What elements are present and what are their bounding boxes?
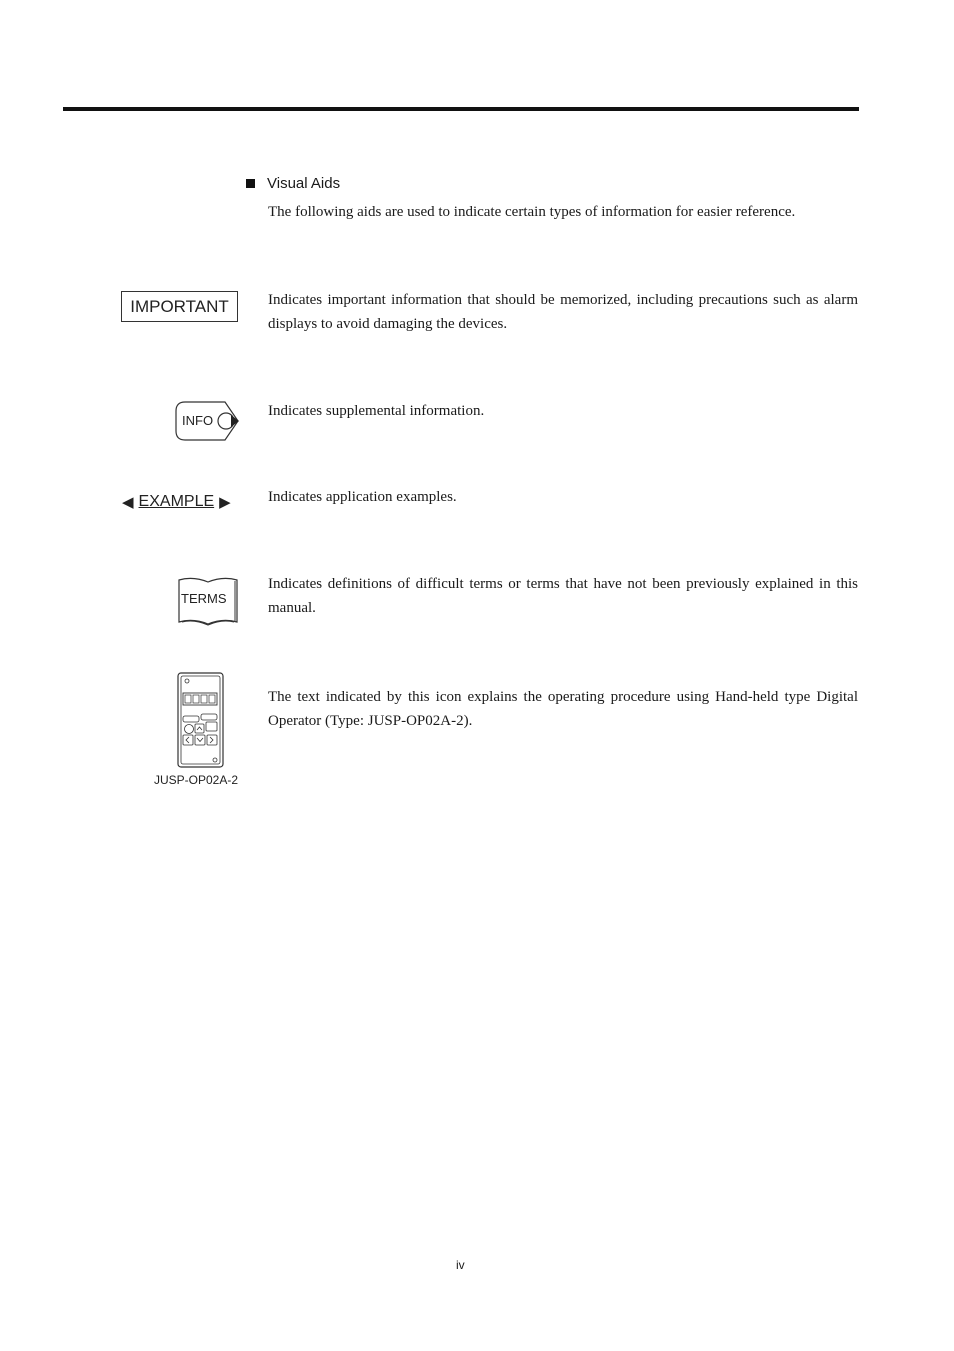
important-icon bbox=[121, 291, 238, 322]
example-label: EXAMPLE bbox=[138, 493, 215, 510]
important-description: Indicates important information that should be memorized, including precautions such as alarm displays to avoid damaging the devices. bbox=[268, 292, 858, 332]
terms-book-icon bbox=[176, 576, 240, 628]
digital-operator-caption: JUSP-OP02A-2 bbox=[154, 773, 239, 787]
right-triangle-icon: ▶ bbox=[219, 494, 231, 511]
terms-label: TERMS bbox=[181, 591, 227, 606]
example-icon bbox=[122, 493, 231, 511]
square-bullet-icon bbox=[246, 179, 255, 188]
info-icon bbox=[175, 401, 241, 441]
section-heading-text: Visual Aids bbox=[267, 175, 341, 192]
important-label: IMPORTANT bbox=[130, 296, 229, 316]
info-description: Indicates supplemental information. bbox=[268, 403, 485, 419]
example-description: Indicates application examples. bbox=[268, 489, 457, 505]
info-label: INFO bbox=[182, 413, 214, 428]
page-number: iv bbox=[456, 1258, 465, 1272]
left-triangle-icon: ◀ bbox=[122, 494, 134, 511]
digital-operator-icon bbox=[177, 672, 227, 770]
section-heading bbox=[246, 175, 340, 192]
terms-description: Indicates definitions of difficult terms or terms that have not been previously explained in this manual. bbox=[268, 576, 858, 616]
section-intro: The following aids are used to indicate certain types of information for easier reference. bbox=[268, 204, 796, 220]
header-rule bbox=[63, 107, 859, 111]
digital-operator-description: The text indicated by this icon explains the operating procedure using Hand-held type Digital Operator (Type: JUSP-OP02A-2). bbox=[268, 689, 858, 729]
